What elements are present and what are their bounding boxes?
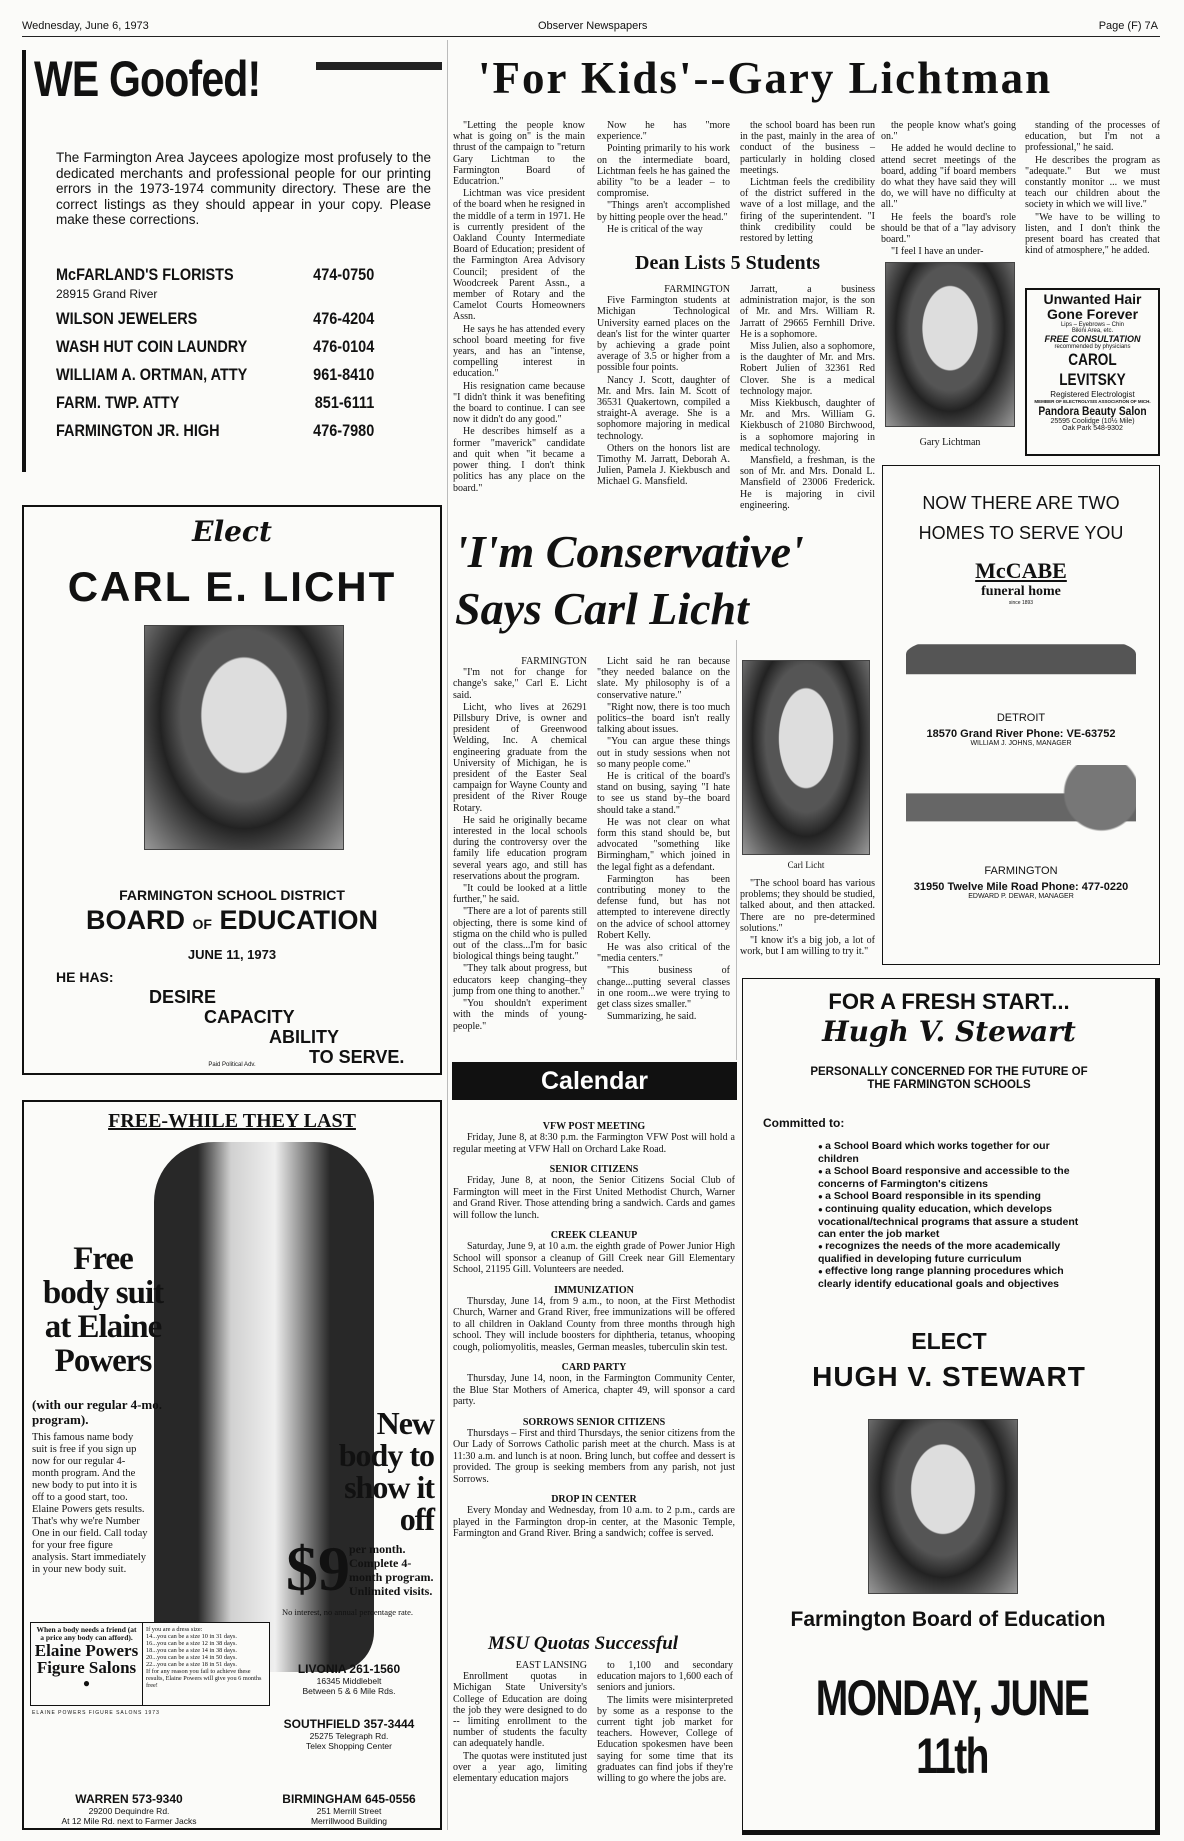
listing-phone: 476-7980 — [313, 421, 375, 440]
listing-name: FARMINGTON JR. HIGH — [56, 421, 220, 440]
ad-subhead: (with our regular 4-mo. program). — [32, 1397, 162, 1427]
goofed-title: WE Goofed! — [34, 51, 261, 107]
mccabe-since: since 1893 — [1008, 600, 1034, 606]
commitment-list — [818, 1140, 1083, 1290]
commitment-item: ● a School Board which works together for our children — [818, 1140, 1083, 1165]
location-line1: 25275 Telegraph Rd. — [309, 1731, 389, 1741]
event-title: CARD PARTY — [561, 1362, 627, 1373]
event-title: DROP IN CENTER — [551, 1494, 637, 1505]
commitment-item: ● effective long range planning procedures which clearly identify educational goals and objectives — [818, 1265, 1083, 1290]
dateline: EAST LANSING — [515, 1660, 587, 1671]
paragraph: the people know what's going on." — [881, 120, 1016, 143]
size-row: 20...you can be a size 14 in 50 days. — [146, 1654, 237, 1661]
mccabe-ad — [882, 465, 1160, 965]
issue-date: Wednesday, June 6, 1973 — [22, 20, 149, 32]
city-detroit: DETROIT — [996, 712, 1046, 724]
detroit-manager: WILLIAM J. JOHNS, MANAGER — [970, 740, 1072, 747]
dean-col-1 — [597, 284, 730, 489]
he-has: HE HAS: — [56, 969, 114, 985]
listing-name: WASH HUT COIN LAUNDRY — [56, 337, 248, 356]
ad-body: This famous name body suit is free if you sign up now for our regular 4-month program. And the new body to put into it is off to a good start, too. Elaine Powers gets results. That's why we're Number One in our field. Call today for your free figure analysis. Start immediately in your new body suit. — [32, 1432, 150, 1576]
hair-l4: Bikini Area, etc. — [1071, 328, 1114, 334]
paragraph: Mansfield, a freshman, is the son of Mr. and Mrs. Donald L. Mansfield of 23006 Frederick. He is majoring in civil engineering. — [740, 455, 875, 511]
calendar-list — [453, 1112, 735, 1540]
paid-political: Paid Political Adv. — [208, 1062, 256, 1068]
paragraph: He added he would decline to attend secret meetings of the board, adding "if board members do what they have said they will do, we will have no difficulty at all." — [881, 143, 1016, 211]
msu-col-2 — [597, 1660, 733, 1785]
paragraph: Licht said he ran because "they needed balance on the slate. My philosophy is of a conservative nature." — [597, 656, 730, 701]
paragraph: Enrollment quotas in Michigan State University's College of Education are doing the job they were designed to do -- limiting enrollment to the number of students the faculty can adequately handle. — [453, 1671, 587, 1750]
hair-l12: Oak Park 548-9302 — [1062, 425, 1123, 432]
quality-ability: ABILITY — [269, 1027, 339, 1047]
conservative-headline-2: Says Carl Licht — [455, 583, 749, 634]
paragraph: "Right now, there is too much politics–the board isn't really talking about issues. — [597, 701, 730, 736]
paragraph: He describes himself as a former "maverick" candidate and quit when "it became a power thing. I don't think politics has any place on the board." — [453, 426, 585, 494]
lichtman-col-3 — [740, 120, 875, 245]
paragraph: "You shouldn't experiment with the minds of young-people." — [453, 998, 587, 1032]
listing-phone: 474-0750 — [313, 265, 375, 284]
hair-l1: Unwanted Hair — [1043, 291, 1142, 307]
event-title: IMMUNIZATION — [554, 1284, 634, 1296]
elect-label: ELECT — [911, 1328, 987, 1354]
detroit-home-drawing — [906, 634, 1136, 684]
paragraph: His resignation came because "I didn't think it was benefiting the board to continue. I can see now it didn't do any good." — [453, 380, 585, 426]
calendar-banner: Calendar — [452, 1062, 737, 1100]
paragraph: Pointing primarily to his work on the intermediate board, Lichtman feels he has gained the ability "to be a leader – to compromise. — [597, 143, 730, 200]
photo-caption: Carl Licht — [787, 860, 825, 870]
price-note: per month. Complete 4-month program. Unlimited visits. — [349, 1542, 434, 1598]
hair-l9: MEMBER OF ELECTROLYSIS ASSOCIATION OF MICH. — [1034, 399, 1151, 404]
location-line1: 16345 Middlebelt — [316, 1676, 382, 1686]
listing-phone: 476-4204 — [313, 309, 375, 328]
paragraph: the school board has been run in the past, mainly in the area of conduct of the business – particularly in holding closed meetings. — [740, 120, 875, 176]
election-date: JUNE 11, 1973 — [187, 947, 277, 962]
stewart-ad — [742, 978, 1160, 1835]
paragraph: Lichtman was vice president of the board when he resigned in the middle of a term in 1971. He is currently president of the Oakland County Intermediate Board of Education; president of the Farmington Area Advisory Council; president of the Woodcreek Parent Assn., a member of Rotary and the Camelot Courts Homeowners Assn. — [453, 188, 585, 323]
location-phone: 645-0556 — [364, 1792, 416, 1806]
paragraph: "The school board has various problems; they should be studied, talked about, and then attacked. There are no pre-determined solutions." — [740, 878, 875, 934]
paragraph: The limits were misinterpreted by some as a response to the current tight job market for teachers. However, College of Education spokesmen have been saying for some time that its graduates can find jobs if they're willing to go where the jobs are. — [597, 1694, 733, 1785]
paragraph: "I know it's a big job, a lot of work, but I am willing to try it." — [740, 935, 875, 958]
carl-licht-photo — [742, 660, 870, 855]
dateline: FARMINGTON — [664, 284, 730, 295]
paragraph: "I'm not for change for change's sake," Carl E. Licht said. — [453, 667, 587, 701]
header-rule — [22, 36, 1160, 37]
location-city: BIRMINGHAM — [282, 1792, 362, 1806]
quality-desire: DESIRE — [149, 987, 217, 1007]
paragraph: "Letting the people know what is going on" is the main thrust of the campaign to "return Gary Lichtman to the Farmington Board of Educatrion." — [453, 120, 585, 188]
ad-banner: FREE-WHILE THEY LAST — [108, 1110, 356, 1132]
location-line2: Merrillwood Building — [310, 1816, 388, 1826]
size-row: 14...you can be a size 10 in 31 days. — [146, 1633, 237, 1640]
licht-col-3 — [740, 878, 875, 958]
paragraph: standing of the processes of education, but I'm not a professional," he said. — [1025, 120, 1160, 154]
lichtman-col-5 — [1025, 120, 1160, 257]
salon-location — [54, 1792, 204, 1826]
mccabe-l1: NOW THERE ARE TWO — [922, 493, 1120, 513]
paragraph: He is critical of the board's stand on busing, saying "I hate to see us stand by–the board should take a stand." — [597, 771, 730, 816]
hair-l8: Registered Electrologist — [1050, 390, 1135, 399]
committed-label: Committed to: — [763, 1116, 845, 1130]
listing-name: WILSON JEWELERS — [56, 309, 198, 328]
paragraph: "It could be looked at a little further," he said. — [453, 883, 587, 906]
brand-name: Elaine Powers Figure Salons — [34, 1641, 139, 1677]
location-city: WARREN — [75, 1792, 129, 1806]
listing-phone: 476-0104 — [313, 337, 375, 356]
event-text: Friday, June 8, at 8:30 p.m. the Farmington VFW Post will hold a regular meeting at VFW Hall on Orchard Lake Road. — [453, 1132, 735, 1155]
event-text: Thursday, June 14, from 9 a.m., to noon, at the First Methodist Church, Warner and Grand River, free immunizations will be offered to all children in Oakland County from three months through high school. They will include boosters for diphtheria, tetanus, whooping cough, poliomyolitis, measles, German measles, tuberculin skin test. — [453, 1295, 735, 1353]
paragraph: Miss Julien, also a sophomore, is the daughter of Mr. and Mrs. Robert Julien of 32361 Red Clover. She is a medical technology major. — [740, 341, 875, 397]
new-body-headline: New body to show it off — [338, 1405, 434, 1537]
mccabe-l2: HOMES TO SERVE YOU — [918, 523, 1124, 543]
paragraph: Summarizing, he said. — [607, 1011, 697, 1023]
paragraph: Now he has "more experience." — [597, 120, 730, 143]
location-phone: 357-3444 — [363, 1717, 415, 1731]
goofed-ad — [22, 50, 442, 472]
licht-col-1 — [453, 656, 587, 1033]
paragraph: "There are a lot of parents still objecting, there is some kind of stigma on the child who is pulled out of the class...I'm for basic biological things being taught." — [453, 906, 587, 963]
location-line2: Between 5 & 6 Mile Rds. — [302, 1686, 396, 1696]
size-chart — [143, 1623, 269, 1705]
dean-headline: Dean Lists 5 Students — [635, 252, 821, 274]
salon-box — [30, 1622, 270, 1706]
location-line1: 29200 Dequindre Rd. — [88, 1806, 170, 1816]
listing-name: WILLIAM A. ORTMAN, ATTY — [56, 365, 248, 384]
msu-headline: MSU Quotas Successful — [488, 1633, 679, 1654]
elaine-powers-ad — [22, 1100, 442, 1830]
event-text: Thursday, June 14, noon, in the Farmington Community Center, the Blue Star Mothers of America, chapter 49, will sponsor a card party. — [453, 1373, 735, 1407]
stewart-photo — [868, 1419, 1018, 1594]
stewart-name: HUGH V. STEWART — [812, 1361, 1086, 1392]
msu-col-1 — [453, 1660, 587, 1785]
paragraph: "I feel I have an under- — [891, 246, 984, 258]
event-title: CREEK CLEANUP — [550, 1230, 638, 1241]
event-text: Saturday, June 9, at 10 a.m. the eighth grade of Power Junior High School will sponsor a cleanup of Gill Creek near Gill Elementary School, 21195 Gill. Volunteers are needed. — [453, 1241, 735, 1275]
hair-l5: FREE CONSULTATION — [1044, 334, 1141, 344]
lichtman-headline: 'For Kids'--Gary Lichtman — [478, 53, 1053, 103]
listing-phone: 851-6111 — [314, 393, 375, 412]
hair-l11: 25595 Coolidge (10½ Mile) — [1050, 418, 1135, 425]
dateline: FARMINGTON — [521, 656, 587, 667]
paper-name: Observer Newspapers — [538, 20, 648, 32]
listing-name: FARM. TWP. ATTY — [56, 393, 180, 412]
concern-line: PERSONALLY CONCERNED FOR THE FUTURE OF THE FARMINGTON SCHOOLS — [810, 1066, 1088, 1091]
board-label: Farmington Board of Education — [790, 1608, 1106, 1631]
paragraph: Licht, who lives at 26291 Pillsbury Drive, is owner and president of Greenwood Welding, Inc. A chemical engineering graduate from the University of Michigan, he is president of the Easter Seal campaign for Wayne County and president of the River Rouge Rotary. — [453, 701, 587, 814]
size-row: 16...you can be a size 12 in 38 days. — [146, 1640, 237, 1647]
listing-row — [56, 365, 374, 385]
location-line2: At 12 Mile Rd. next to Farmer Jacks — [61, 1816, 197, 1826]
candidate-name: CARL E. LICHT — [67, 563, 397, 610]
mccabe-sub: funeral home — [981, 584, 1061, 599]
listing-row — [56, 309, 374, 329]
paragraph: Lichtman feels the credibility of the district suffered in the wave of a lost millage, and the firing of the superintendent. "I think credibility could be restored by letting — [740, 177, 875, 245]
board-word: BOARD — [86, 905, 185, 935]
of-word: OF — [192, 916, 212, 932]
licht-ad — [22, 505, 442, 1075]
paragraph: Farmington has been contributing money to the defense fund, but has not attempted to interevene directly on the advice of school attorney Robert Kelly. — [597, 873, 730, 941]
paragraph: Jarratt, a business administration major, is the son of Mr. and Mrs. William R. Jarratt of 29665 Fernhill Drive. He is a sophomore. — [740, 284, 875, 340]
interest-note: No interest, no annual percentage rate. — [282, 1607, 413, 1617]
event-text: Friday, June 8, at noon, the Senior Citizens Social Club of Farmington will meet in the First United Methodist Church, Warner and Grand River. Those attending bring a sandwich. Cards and games will follow the lunch. — [453, 1175, 735, 1221]
fresh-start: FOR A FRESH START... — [828, 989, 1070, 1014]
paragraph: "We have to be willing to listen, and I don't think the present board has created that kind of atmosphere," he added. — [1025, 211, 1160, 257]
listing-row — [56, 265, 374, 285]
quality-capacity: CAPACITY — [204, 1007, 295, 1027]
location-phone: 261-1560 — [349, 1662, 401, 1676]
farmington-manager: EDWARD P. DEWAR, MANAGER — [968, 893, 1074, 900]
hair-l3: Lips – Eyebrows – Chin — [1060, 322, 1125, 328]
event-text: Thursdays – First and third Thursdays, the senior citizens from the Our Lady of Sorrows Catholic parish meet at the church. Mass is at 11:30 a.m. and lunch is at noon. Bring lunch, but coffee and dessert is provided. The group is seeking members from any parish, not just Sorrows. — [453, 1427, 735, 1485]
farmington-address: 31950 Twelve Mile Road Phone: 477-0220 — [913, 881, 1129, 893]
mccabe-logo: McCABE — [975, 558, 1067, 583]
hair-l7: CAROL LEVITSKY — [1059, 350, 1126, 389]
city-farmington: FARMINGTON — [984, 865, 1058, 877]
commitment-item: ● a School Board responsible in its spending — [818, 1190, 1083, 1203]
carl-licht-portrait — [144, 625, 344, 850]
listing-address: 28915 Grand River — [56, 287, 158, 301]
licht-col-2 — [597, 656, 730, 1024]
photo-caption: Gary Lichtman — [919, 437, 981, 448]
hair-l10: Pandora Beauty Salon — [1038, 404, 1147, 418]
quality-to-serve: TO SERVE. — [309, 1047, 405, 1067]
stewart-script-name: Hugh V. Stewart — [822, 1015, 1076, 1048]
friend-tagline: When a body needs a friend (at a price any body can afford). — [36, 1625, 137, 1642]
event-title: VFW POST MEETING — [542, 1121, 646, 1132]
paragraph: Others on the honors list are Timothy M. Jarratt, Deborah A. Julien, Pamela J. Kiekbusch and Michael G. Mansfield. — [597, 442, 730, 488]
farmington-home-drawing — [906, 765, 1136, 845]
commitment-item: ● a School Board responsive and accessible to the concerns of Farmington's citizens — [818, 1165, 1083, 1190]
listing-row — [56, 421, 374, 441]
commitment-item: ● recognizes the needs of the more academically qualified in developing future curriculum — [818, 1240, 1083, 1265]
listing-phone: 961-8410 — [313, 365, 375, 384]
paragraph: "Things aren't accomplished by hitting people over the head." — [597, 200, 730, 223]
paragraph: Five Farmington students at Michigan Technological University earned places on the dean's list for the winter quarter by achieving a grade point average of 3.5 or higher from a possible four points. — [597, 295, 730, 374]
salon-location — [274, 1662, 424, 1696]
size-row: 22...you can be a size 18 in 51 days. — [146, 1661, 237, 1668]
paragraph: to 1,100 and secondary education majors to 1,600 each of seniors and juniors. — [597, 1660, 733, 1694]
elect-script: Elect — [192, 515, 272, 548]
paragraph: He feels the board's role should be that of a "lay advisory board." — [881, 211, 1016, 246]
paragraph: He said he originally became interested in the local schools during the controversy over the family life education program several years ago, and still has reservations about the program. — [453, 814, 587, 882]
paragraph: Miss Kiekbusch, daughter of Mr. and Mrs. William G. Kiekbusch of 21080 Birchwood, is a sophomore majoring in medical technology. — [740, 398, 875, 454]
location-city: SOUTHFIELD — [283, 1717, 361, 1731]
district: FARMINGTON SCHOOL DISTRICT — [119, 887, 345, 903]
paragraph: "You can argue these things out in study sessions when not so many people come." — [597, 736, 730, 770]
ad-headline: Free body suit at Elaine Powers — [42, 1241, 164, 1379]
listing-row — [56, 337, 374, 357]
paragraph: The quotas were instituted just over a year ago, limiting elementary education majors — [453, 1750, 587, 1785]
paragraph: He says he has attended every school board meeting for five years, and has an "intense, compelling interest in education." — [453, 323, 585, 380]
size-row: 18...you can be a size 14 in 38 days. — [146, 1647, 237, 1654]
paragraph: He is critical of the way — [607, 223, 703, 235]
listing-row — [56, 393, 374, 413]
hair-l2: Gone Forever — [1046, 306, 1139, 322]
lichtman-col-2 — [597, 120, 730, 236]
listing-name: McFARLAND'S FLORISTS — [56, 265, 234, 284]
paragraph: "They talk about progress, but educators keep changing–they jump from one thing to another." — [453, 963, 587, 997]
location-line1: 251 Merrill Street — [316, 1806, 382, 1816]
lichtman-col-4 — [881, 120, 1016, 258]
paragraph: He was also critical of the "media centers." — [597, 942, 730, 965]
listings — [56, 265, 376, 449]
paragraph: Nancy J. Scott, daughter of Mr. and Mrs. Iain M. Scott of 36531 Quakertown, compiled a straight-A average. She is a sophomore majoring in medical technology. — [597, 374, 730, 442]
salon-location — [274, 1717, 424, 1751]
sizes-head: If you are a dress size: — [146, 1626, 203, 1633]
goofed-body: The Farmington Area Jaycees apologize most profusely to the dedicated merchants and professional people for our printing errors in the 1973-1974 community directory. These are the correct listings as they should appear in your copy. Please make these corrections. — [56, 150, 431, 227]
commitment-item: ● continuing quality education, which develops vocational/technical programs that assure a student can enter the job market — [818, 1203, 1083, 1240]
election-date: MONDAY, JUNE 11th — [815, 1670, 1089, 1784]
gary-lichtman-photo — [885, 262, 1015, 427]
guarantee: If for any reason you fail to achieve these results, Elaine Powers will give you 6 months free! — [146, 1668, 262, 1689]
paragraph: He was not clear on what form this stand should be, but advocated "something like Birmingham," which joined in the legal fight as a defendant. — [597, 816, 730, 873]
electrolysis-ad — [1025, 288, 1160, 456]
location-line2: Telex Shopping Center — [305, 1741, 392, 1751]
education-word: EDUCATION — [219, 905, 378, 935]
copyright: ELAINE POWERS FIGURE SALONS 1973 — [32, 1710, 160, 1716]
location-phone: 573-9340 — [131, 1792, 183, 1806]
location-city: LIVONIA — [297, 1662, 347, 1676]
event-title: SENIOR CITIZENS — [549, 1164, 639, 1175]
salon-location — [274, 1792, 424, 1826]
detroit-address: 18570 Grand River Phone: VE-63752 — [926, 728, 1116, 740]
paragraph: "This business of change...putting several classes in one room...we were trying to get class sizes smaller." — [597, 965, 730, 1011]
conservative-headline-1: 'I'm Conservative' — [455, 526, 804, 577]
event-title: SORROWS SENIOR CITIZENS — [522, 1416, 666, 1428]
hair-l6: recommended by physicians — [1054, 344, 1131, 350]
lichtman-col-1 — [453, 120, 585, 495]
price: $9 — [286, 1533, 350, 1604]
dean-col-2 — [740, 284, 875, 512]
event-text: Every Monday and Wednesday, from 10 a.m. to 2 p.m., cards are played in the Farmington drop-in center, at the Masonic Temple, Farmington and Grand River. Bring a sandwich; coffee is served. — [453, 1505, 735, 1539]
page-number: Page (F) 7A — [1098, 20, 1158, 32]
paragraph: He describes the program as "adequate." But we must constantly monitor ... we must teach our children about the society in which we will live." — [1025, 154, 1160, 211]
apple-icon: ● — [82, 1676, 91, 1690]
